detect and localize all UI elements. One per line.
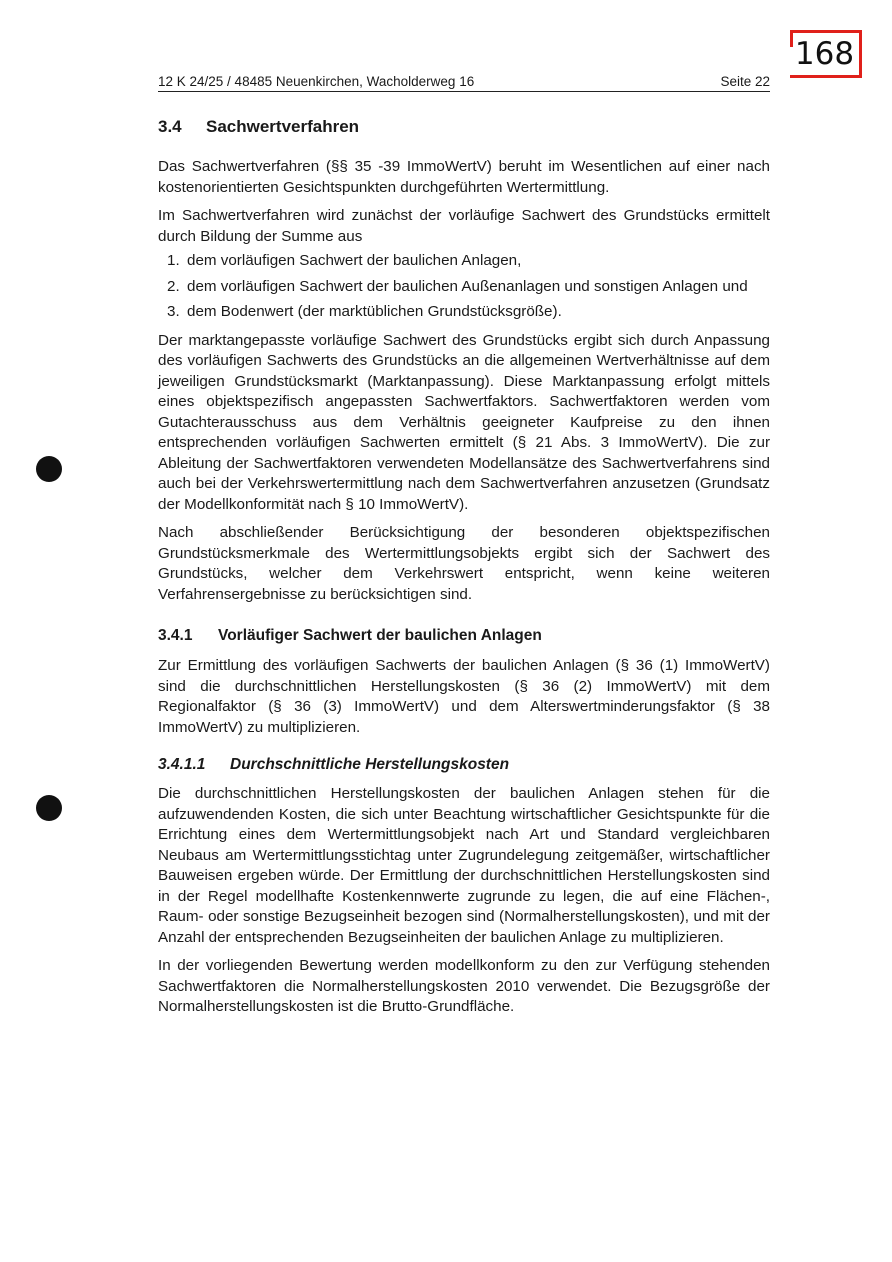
subsection-heading	[158, 625, 770, 647]
list-item	[158, 277, 770, 298]
header-page-label: Seite 22	[720, 74, 770, 89]
punch-hole-bottom	[36, 795, 62, 821]
paragraph: In der vorliegenden Bewertung werden modellkonform zu den zur Verfügung stehenden Sachwertfaktoren die Normalherstellungskosten 2010 verwendet. Die Bezugsgröße der Normalherstellungskosten ist die Brutto-Grundfläche.	[158, 957, 770, 1015]
list-item-number: 3.	[167, 303, 180, 320]
list-item-number: 2.	[167, 277, 180, 295]
section-heading	[158, 116, 770, 138]
list-item-text: dem vorläufigen Sachwert der baulichen Außenanlagen und sonstigen Anlagen und	[187, 277, 748, 295]
list-item-text: dem vorläufigen Sachwert der baulichen Anlagen,	[187, 252, 522, 269]
list-item	[158, 251, 770, 272]
paragraph: Nach abschließender Berücksichtigung der besonderen objektspezifischen Grundstücksmerkmale des Wertermittlungsobjekts ergibt sich der Sachwert des Grundstücks, welcher dem Verkehrswert entspricht, wenn keine weiteren Verfahrensergebnisse zu berücksichtigen sind.	[158, 524, 770, 603]
paragraph: Im Sachwertverfahren wird zunächst der vorläufige Sachwert des Grundstücks ermittelt durch Bildung der Summe aus	[158, 207, 770, 245]
subsection-title: Vorläufiger Sachwert der baulichen Anlagen	[218, 627, 542, 644]
page-header	[158, 74, 770, 92]
subsection-number: 3.4.1	[158, 627, 193, 644]
summation-list	[158, 251, 770, 323]
page-number-stamp-text: 168	[794, 36, 855, 72]
list-item-text: dem Bodenwert (der marktüblichen Grundstücksgröße).	[187, 303, 562, 320]
subsubsection-title: Durchschnittliche Herstellungskosten	[230, 756, 510, 773]
subsubsection-heading	[158, 754, 770, 776]
document-body	[158, 116, 770, 1026]
paragraph: Zur Ermittlung des vorläufigen Sachwerts der baulichen Anlagen (§ 36 (1) ImmoWertV) sind die durchschnittlichen Herstellungskosten (§ 36 (2) ImmoWertV) mit dem Regionalfaktor (§ 36 (3) ImmoWertV) und dem Alterswertminderungsfaktor (§ 38 ImmoWertV) zu multiplizieren.	[158, 657, 770, 736]
subsubsection-number: 3.4.1.1	[158, 756, 206, 773]
list-item-number: 1.	[167, 252, 180, 269]
list-item	[158, 302, 770, 323]
paragraph: Die durchschnittlichen Herstellungskosten der baulichen Anlagen stehen für die aufzuwendenden Kosten, die sich unter Beachtung wirtschaftlicher Gesichtspunkte für die Errichtung eines dem Wertermittlungsobjekt nach Art und Standard vergleichbaren Neubaus am Wertermittlungsstichtag unter Zugrundelegung zeitgemäßer, wirtschaftlicher Bauweisen ergeben würde. Der Ermittlung der durchschnittlichen Herstellungskosten sind in der Regel modellhafte Kostenkennwerte zugrunde zu legen, die auf eine Flächen-, Raum- oder sonstige Bezugseinheit bezogen sind (Normalherstellungskosten), und mit der Anzahl der entsprechenden Bezugseinheiten der baulichen Anlage zu multiplizieren.	[158, 785, 770, 946]
section-title: Sachwertverfahren	[206, 117, 360, 136]
paragraph: Der marktangepasste vorläufige Sachwert des Grundstücks ergibt sich durch Anpassung des vorläufigen Sachwerts des Grundstücks an die allgemeinen Wertverhältnisse auf dem jeweiligen Grundstücksmarkt (Marktanpassung). Diese Marktanpassung erfolgt mittels eines objektspezifisch angepassten Sachwertfaktors. Sachwertfaktoren werden vom Gutachterausschuss aus dem Verhältnis geeigneter Kaufpreise zu den ihnen entsprechenden vorläufigen Sachwerten ermittelt (§ 21 Abs. 3 ImmoWertV). Die zur Ableitung der Sachwertfaktoren verwendeten Modellansätze des Sachwertverfahrens sind auch bei der Verkehrswertermittlung nach dem Sachwertverfahren anzusetzen (Grundsatz der Modellkonformität nach § 10 ImmoWertV).	[158, 331, 770, 513]
section-number: 3.4	[158, 117, 182, 136]
header-case-reference: 12 K 24/25 / 48485 Neuenkirchen, Wacholderweg 16	[158, 74, 475, 89]
paragraph: Das Sachwertverfahren (§§ 35 -39 ImmoWertV) beruht im Wesentlichen auf einer nach kostenorientierten Gesichtspunkten durchgeführten Wertermittlung.	[158, 158, 770, 196]
punch-hole-top	[36, 456, 62, 482]
page-number-stamp	[790, 30, 862, 78]
